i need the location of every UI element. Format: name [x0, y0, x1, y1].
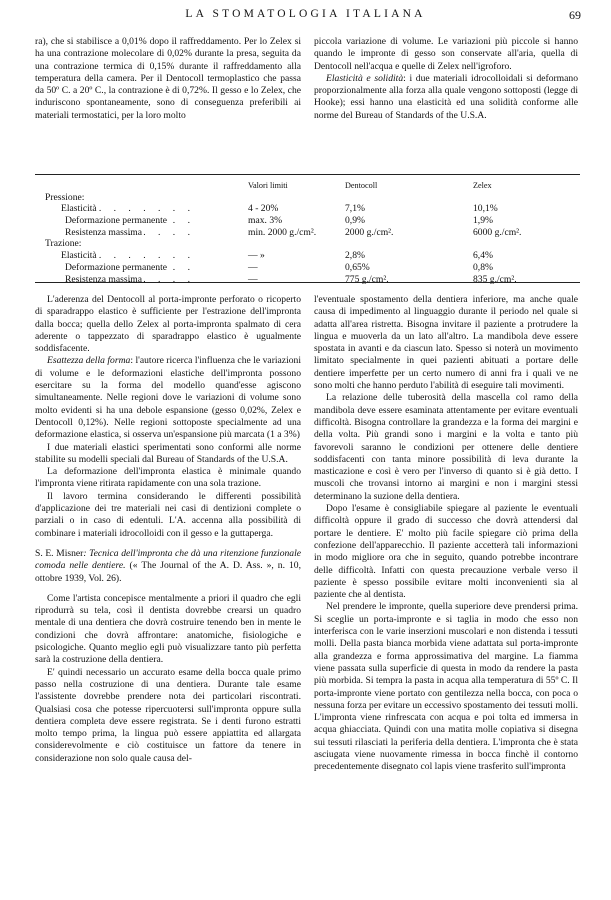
reference-entry	[35, 548, 301, 585]
table-row	[35, 192, 580, 204]
table-group-label: Pressione:	[45, 191, 85, 203]
paragraph: E' quindi necessario un accurato esame della bocca quale primo passo nella costruzione di una dentiera. Durante tale esame l'assistente dovrebbe prendere nota dei particolari riscontrati. Qualsiasi cosa che potesse ripercuotersi sull'impronta oppure sulla dentiera completa deve essere registrata. Se i denti furono estratti molto tempo prima, la lingua può essere appiattita ed allargata considerevolmente e ciò costituisce un fattore da tenere in considerazione non solo quale causa del-	[35, 666, 301, 764]
paragraph: Esattezza della forma: l'autore ricerca l'influenza che le variazioni di volume e le deformazioni elastiche dell'impronta possono esercitare su la forma del modello quand'esse agiscono simultaneamente. Nelle regioni dove le variazioni di volume sono molto evidenti si ha una debole espansione (gesso 0,02%, Zelex e Dentocoll 0,12%). Nelle regioni sottoposte specialmente ad una deformazione elastica, si osserva un'espansione più marcata (1 a 3%)	[35, 355, 301, 441]
zelex-cell: 1,9%	[473, 215, 493, 227]
top-left-column	[35, 36, 301, 122]
paragraph: Elasticità e solidità: i due materiali idrocolloidali si deformano proporzionalmente alla forza alla quale vengono sottoposti (legge di Hooke); essi hanno una elasticità ed una solidità conforme alle norme del Bureau of Standards of the U.S.A.	[314, 72, 578, 121]
limit-cell: 4 - 20%	[248, 203, 279, 215]
paragraph: Nel prendere le impronte, quella superiore deve prendersi prima. Si sceglie un porta-impronte e si taglia in modo che esso non interferisca con le varie inserzioni muscolari e non distenda i tessuti molli. Della pasta bianca morbida viene adattata sul porta-impronte alla grandezza e forma approssimativa del margine. La fiamma viene passata sulla superficie di questa in modo da rendere la pasta più morbida. Si tempra la pasta in acqua alla temperatura di 55º C. Il porta-impronte viene portato con gentilezza nella bocca, con poca o nessuna forza per evitare un eccessivo spostamento dei tessuti molli. L'impronta viene rinfrescata con acqua e poi tolta ed immersa in acqua ghiacciata. Quindi con una matita molle copiativa si disegna sui tessuti rilasciati la periferia della dentiera. L'impronta che è stata asciugata viene nuovamente rimessa in bocca finchè il contorno precedentemente disegnato col lapis viene trasferito sull'impronta	[314, 601, 578, 773]
properties-table	[35, 180, 580, 285]
section-lead: Esattezza della forma	[47, 355, 131, 367]
header-dentocoll: Dentocoll	[345, 181, 378, 190]
dentocoll-cell: 2,8%	[345, 250, 365, 262]
dentocoll-cell: 775 g./cm².	[345, 273, 389, 285]
reference-title: : Tecnica dell'impronta che dà una ritenzione funzionale comoda nelle dentiere.	[35, 547, 302, 572]
zelex-cell: 10,1%	[473, 203, 498, 215]
limit-cell: —	[248, 273, 258, 285]
leader-dots: . . . . .	[128, 226, 195, 238]
body-right-column	[314, 294, 578, 774]
table-row-label: Deformazione permanente	[65, 261, 168, 273]
paragraph: I due materiali elastici sperimentati sono conformi alle norme stabilite su modelli speciali dal Bureau of Standards of the U.S.A.	[35, 441, 301, 465]
reference-author: S. E. Misner	[35, 547, 84, 559]
dentocoll-cell: 7,1%	[345, 203, 365, 215]
table-row-label: Resistenza massima	[65, 273, 142, 285]
table-header-row	[35, 180, 580, 192]
limit-cell: max. 3%	[248, 215, 283, 227]
leader-dots: . . . . .	[128, 273, 195, 285]
journal-title: LA STOMATOLOGIA ITALIANA	[185, 8, 426, 20]
zelex-cell: 835 g./cm².	[473, 273, 517, 285]
table-row	[35, 227, 580, 239]
running-header	[0, 8, 611, 30]
paragraph: L'aderenza del Dentocoll al porta-impronte perforato o ricoperto di sparadrappo elastico è sufficiente per l'estrazione dell'impronta dalla bocca; quella dello Zelex al porta-impronta spalmato di cera aderente o tappezzato di sparadrappo elastico è ugualmente soddisfacente.	[35, 294, 301, 355]
limit-cell: — »	[248, 250, 265, 262]
table-bottom-rule	[35, 282, 580, 283]
table-row-label: Elasticità	[61, 203, 97, 215]
leader-dots: . . .	[158, 261, 195, 273]
paragraph: Il lavoro termina considerando le differenti possibilità d'applicazione dei tre materiali nei casi di dentizioni complete o parziali o in caso di edentuli. L'A. accenna alla possibilità di combinare i materiali idrocolloidi con il gesso e la guttaperga.	[35, 490, 301, 539]
section-lead: Elasticità e solidità	[326, 72, 404, 84]
header-limits: Valori limiti	[248, 181, 288, 190]
leader-dots: . . . . . . .	[98, 250, 195, 262]
table-row	[35, 215, 580, 227]
limit-cell: min. 2000 g./cm².	[248, 226, 317, 238]
dentocoll-cell: 2000 g./cm².	[345, 226, 394, 238]
table-row-label: Elasticità	[61, 250, 97, 262]
limit-cell: —	[248, 261, 258, 273]
zelex-cell: 6000 g./cm².	[473, 226, 522, 238]
table-row	[35, 203, 580, 215]
table-row	[35, 274, 580, 286]
paragraph: La deformazione dell'impronta elastica è minimale quando l'impronta viene ritirata rapidamente con una sola trazione.	[35, 466, 301, 490]
top-right-column	[314, 36, 578, 122]
paragraph: ra), che si stabilisce a 0,01% dopo il raffreddamento. Per lo Zelex si ha una contrazione molecolare di 0,02% durante la presa, seguita da una contrazione termica di 0,15% durante il raffreddamento alla temperatura della camera. Per il Dentocoll termoplastico che passa da 50º C. a 20º C., la contrazione è di 0,72%. Il gesso e lo Zelex, che induriscono spontaneamente, sono di conseguenza preferibili ai materiali termostatici, per la loro molto	[35, 36, 301, 121]
paragraph: La relazione delle tuberosità della mascella col ramo della mandibola deve essere esaminata attentamente per evitare eventuali difficoltà. Bisogna controllare la grandezza e la forma dei margini e della volta. Più grandi sono i margini e la volta e tanto più favorevoli saranno le condizioni per ottenere delle dentiere soddisfacenti con tanta minore possibilità di leva durante la masticazione e così è vero per l'inverso di quanto si è già detto. I muscoli che trovansi intorno ai margini e non i margini stessi determinano la suzione della dentiera.	[314, 392, 578, 502]
leader-dots: . . . . . . .	[98, 203, 195, 215]
header-zelex: Zelex	[473, 181, 492, 190]
table-row-label: Deformazione permanente	[65, 215, 168, 227]
paragraph: piccola variazione di volume. Le variazioni più piccole si hanno quando le impronte di gesso son conservate all'aria, quella di Dentocoll nell'acqua e quelle di Zelex nell'igroforo.	[314, 36, 578, 72]
page-number: 69	[569, 8, 581, 22]
paragraph: l'eventuale spostamento della dentiera inferiore, ma anche quale causa di impedimento al linguaggio durante il periodo nel quale si adatta all'area ristretta. Bisogna invitare il paziente a protrudere la lingua e muoverla da un lato all'altro. La mandibola deve essere spostata in avanti e da ciascun lato. Spesso si noterà un movimento limitato specialmente in quei pazienti abituati a portare delle dentiere imperfette per un certo numero di anni fra i quali ve ne sono molti che hanno perduto l'abilità di eseguire tali movimenti.	[314, 294, 578, 392]
dentocoll-cell: 0,65%	[345, 261, 370, 273]
paragraph: Come l'artista concepisce mentalmente a priori il quadro che egli riprodurrà su tela, così il dentista dovrebbe crearsi un quadro mentale di una dentiera che dovrà costruire tenendo ben in mente le condizioni che dovrà affrontare: anatomiche, fisiologiche e psicologiche. Quanto meglio egli può visualizzare tanto più perfetta sarà la costruzione della dentiera.	[35, 592, 301, 666]
table-top-rule	[35, 174, 580, 175]
leader-dots: . . .	[158, 215, 195, 227]
dentocoll-cell: 0,9%	[345, 215, 365, 227]
body-left-column	[35, 294, 301, 765]
zelex-cell: 6,4%	[473, 250, 493, 262]
table-row	[35, 262, 580, 274]
table-row	[35, 250, 580, 262]
reference-source: (« The Journal of the A. D. Ass. », n. 10, ottobre 1939, Vol. 26).	[35, 560, 301, 584]
table-group-label: Trazione:	[45, 238, 82, 250]
table-row-label: Resistenza massima	[65, 226, 142, 238]
paragraph: Dopo l'esame è consigliabile spiegare al paziente le eventuali difficoltà oppure il grado di successo che dovrà attendersi dal portare le dentiere. E' molto più facile spiegare ciò prima della confezione dell'apparecchio. Il paziente accetterà tali informazioni in modo migliore ora che in seguito, quando potrebbe incontrare delle difficoltà. Infatti con questa precauzione verbale verso il paziente è spesso possibile evitare molti inconvenienti sia al paziente che al dentista.	[314, 503, 578, 601]
table-row	[35, 238, 580, 250]
zelex-cell: 0,8%	[473, 261, 493, 273]
